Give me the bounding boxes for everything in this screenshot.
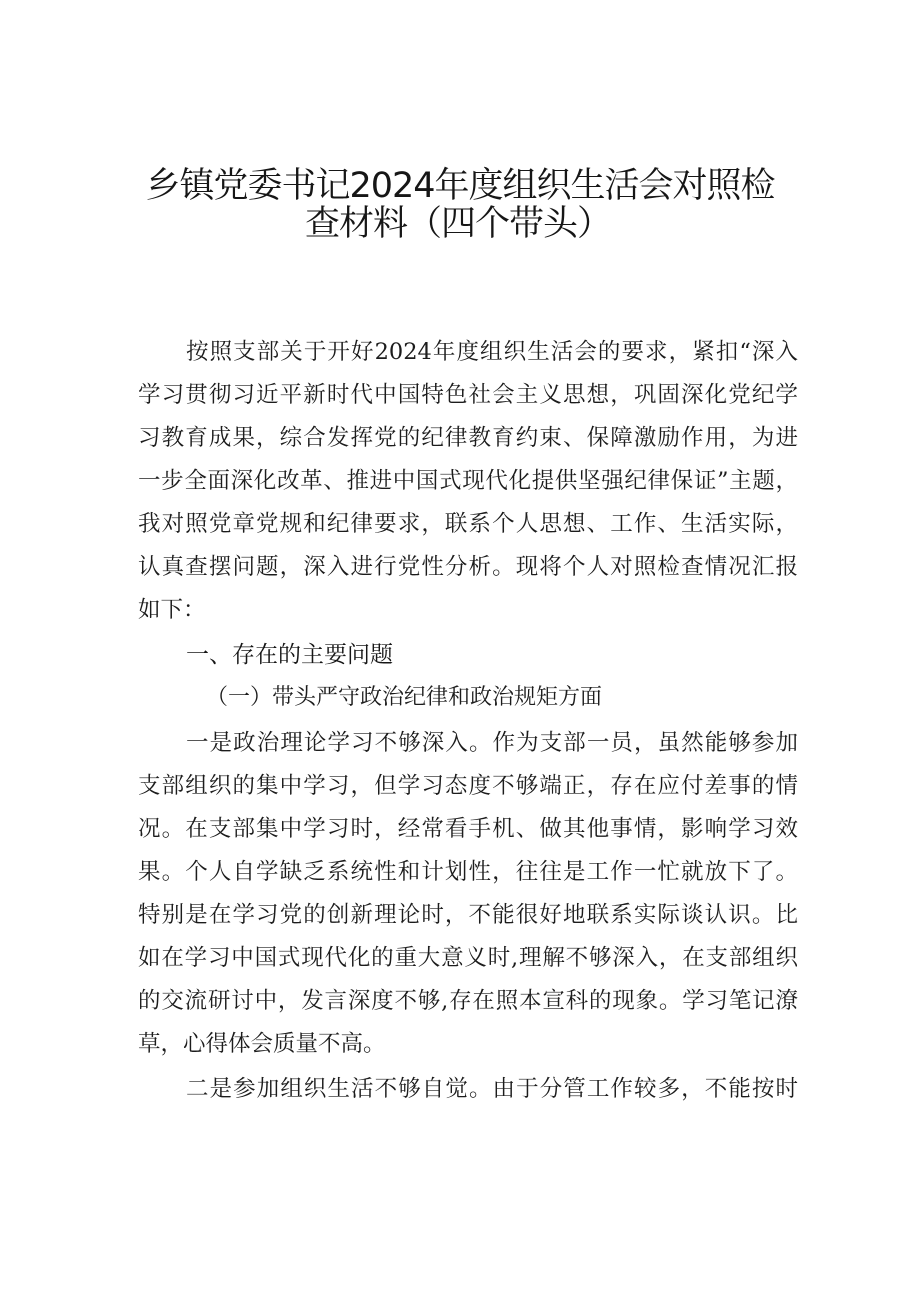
- point-paragraph-line: 二是参加组织生活不够自觉。由于分管工作较多，不能按时: [186, 1076, 798, 1102]
- section-heading: 一、存在的主要问题: [186, 642, 393, 668]
- intro-paragraph-line: 我对照党章党规和纪律要求，联系个人思想、工作、生活实际，: [138, 511, 798, 537]
- intro-paragraph-line: 一步全面深化改革、推进中国式现代化提供坚强纪律保证”主题，: [138, 468, 798, 494]
- document-title-line-1: 乡镇党委书记2024年度组织生活会对照检: [145, 166, 775, 206]
- subsection-heading: （一）带头严守政治纪律和政治规矩方面: [206, 685, 603, 710]
- point-paragraph-line: 支部组织的集中学习，但学习态度不够端正，存在应付差事的情: [138, 773, 798, 799]
- point-paragraph-line: 的交流研讨中，发言深度不够,存在照本宣科的现象。学习笔记潦: [138, 988, 798, 1014]
- intro-paragraph-line: 认真查摆问题，深入进行党性分析。现将个人对照检查情况汇报: [138, 554, 798, 580]
- point-paragraph-line: 况。在支部集中学习时，经常看手机、做其他事情，影响学习效: [138, 816, 798, 842]
- document-title-line-2: 查材料（四个带头）: [304, 204, 611, 244]
- intro-paragraph-line: 按照支部关于开好2024年度组织生活会的要求，紧扣“深入: [186, 339, 798, 365]
- point-paragraph-line: 草，心得体会质量不高。: [138, 1031, 386, 1057]
- point-paragraph-line: 果。个人自学缺乏系统性和计划性，往往是工作一忙就放下了。: [138, 859, 798, 885]
- point-paragraph-line: 如在学习中国式现代化的重大意义时,理解不够深入，在支部组织: [138, 945, 798, 971]
- point-paragraph-line: 特别是在学习党的创新理论时，不能很好地联系实际谈认识。比: [138, 902, 798, 928]
- intro-paragraph-line: 如下：: [138, 597, 206, 623]
- point-paragraph-line: 一是政治理论学习不够深入。作为支部一员，虽然能够参加: [186, 730, 798, 756]
- intro-paragraph-line: 习教育成果，综合发挥党的纪律教育约束、保障激励作用，为进: [138, 425, 798, 451]
- intro-paragraph-line: 学习贯彻习近平新时代中国特色社会主义思想，巩固深化党纪学: [138, 382, 798, 408]
